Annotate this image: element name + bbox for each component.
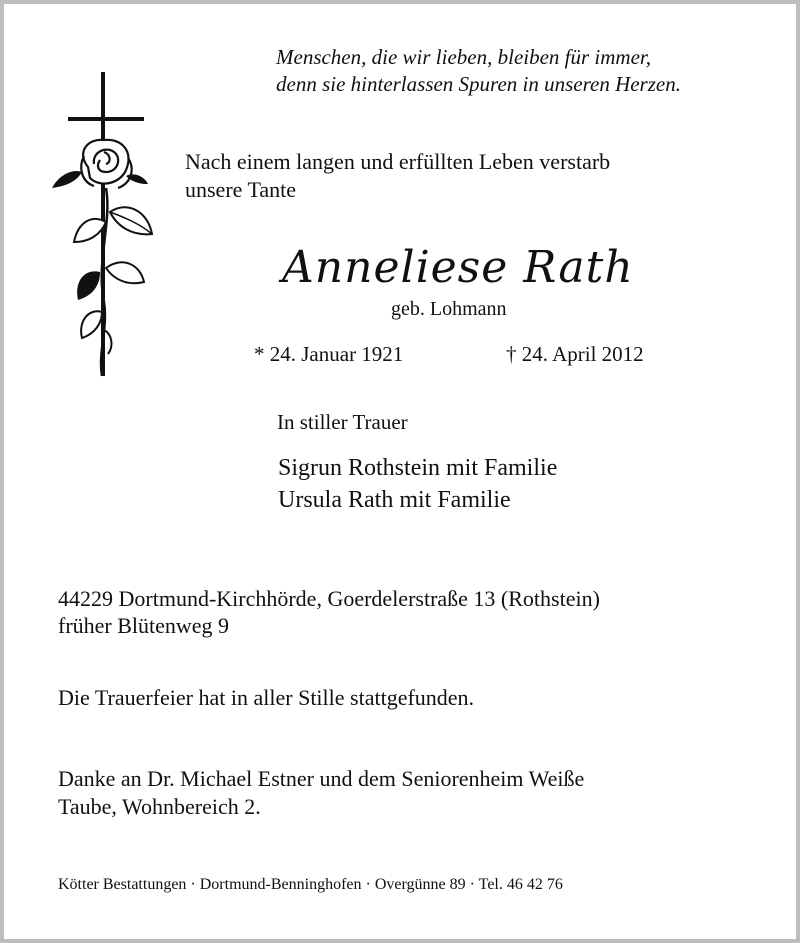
- birth-name: geb. Lohmann: [391, 298, 507, 320]
- intro-line-2: unsere Tante: [185, 177, 297, 202]
- death-date: † 24. April 2012: [506, 342, 644, 366]
- funeral-home-footer: Kötter Bestattungen · Dortmund-Benninghofen · Overgünne 89 · Tel. 46 42 76: [58, 876, 563, 893]
- address-line-1: 44229 Dortmund-Kirchhörde, Goerdelerstraße 13 (Rothstein): [58, 586, 600, 611]
- address-line-2: früher Blütenweg 9: [58, 613, 230, 638]
- mourning-heading: In stiller Trauer: [277, 410, 408, 434]
- address-block: [58, 585, 600, 639]
- ceremony-note: Die Trauerfeier hat in aller Stille stattgefunden.: [58, 685, 475, 710]
- deceased-name: Anneliese Rath: [282, 242, 634, 293]
- thanks-note: [58, 765, 584, 821]
- thanks-line-2: Taube, Wohnbereich 2.: [58, 794, 261, 819]
- thanks-line-1: Danke an Dr. Michael Estner und dem Seniorenheim Weiße: [58, 766, 585, 791]
- motto-line-2: denn sie hinterlassen Spuren in unseren Herzen.: [276, 72, 681, 96]
- cross-with-rose-icon: [48, 72, 158, 378]
- birth-date: * 24. Januar 1921: [254, 342, 404, 366]
- intro-text: [185, 148, 610, 204]
- mourner-list: [278, 452, 557, 516]
- mourner-family-1: Sigrun Rothstein mit Familie: [278, 455, 558, 481]
- intro-line-1: Nach einem langen und erfüllten Leben verstarb: [185, 149, 611, 174]
- motto-line-1: Menschen, die wir lieben, bleiben für immer,: [276, 45, 652, 69]
- mourner-family-2: Ursula Rath mit Familie: [278, 487, 511, 513]
- motto-quote: [276, 44, 681, 98]
